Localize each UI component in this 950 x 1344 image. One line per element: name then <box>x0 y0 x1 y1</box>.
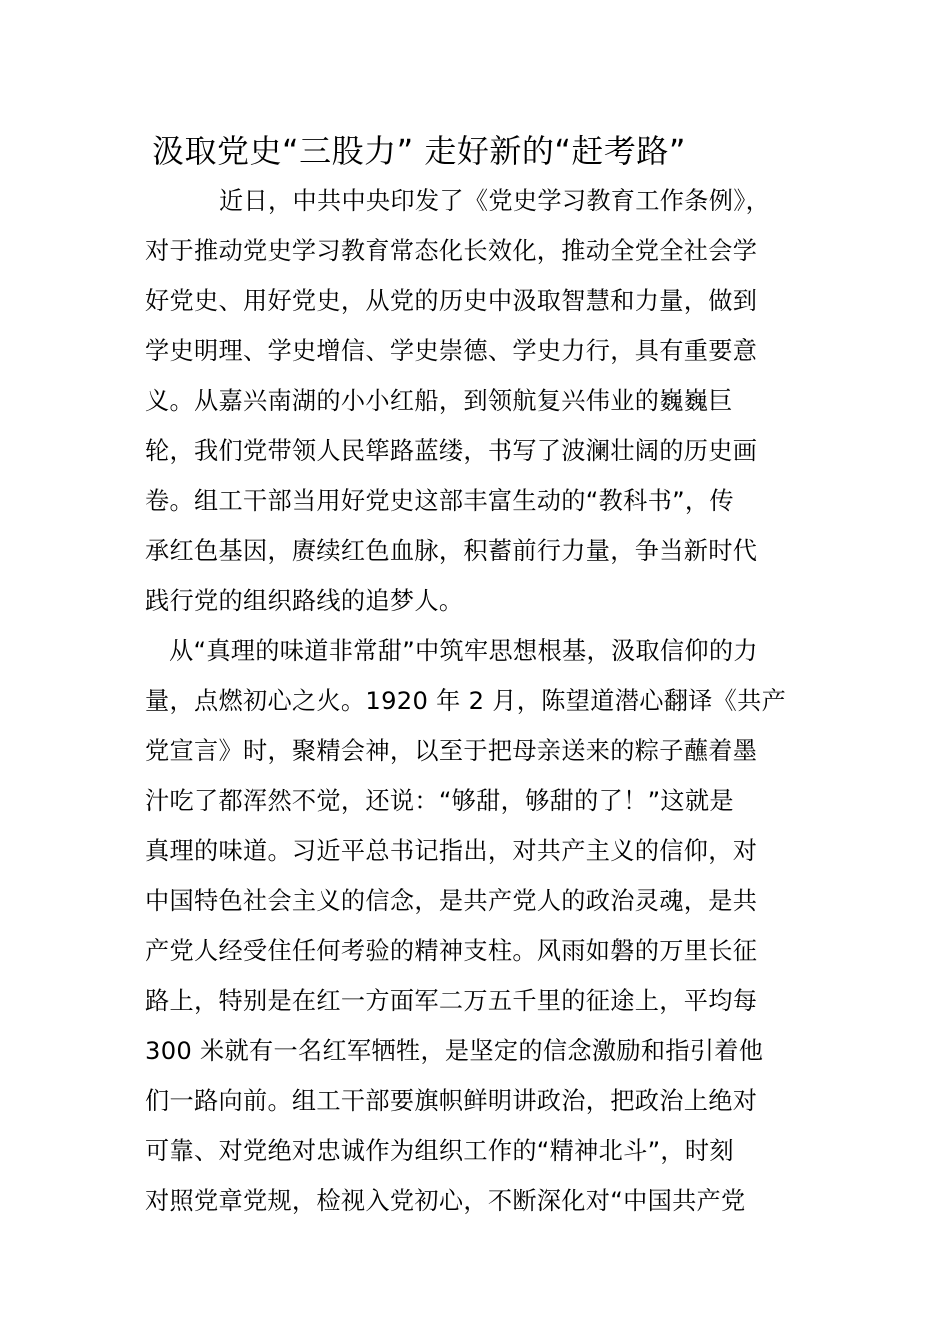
paragraph-line: 学史明理、学史增信、学史崇德、学史力行，具有重要意 <box>145 337 758 365</box>
paragraph-line: 对于推动党史学习教育常态化长效化，推动全党全社会学 <box>145 237 758 265</box>
paragraph-line: 好党史、用好党史，从党的历史中汲取智慧和力量，做到 <box>145 287 758 315</box>
paragraph-line: 300 米就有一名红军牺牲，是坚定的信念激励和指引着他 <box>145 1037 764 1065</box>
paragraph-line: 轮，我们党带领人民筚路蓝缕，书写了波澜壮阔的历史画 <box>145 437 758 465</box>
document-body <box>145 176 808 1226</box>
paragraph-line: 可靠、对党绝对忠诚作为组织工作的“精神北斗”，时刻 <box>145 1137 734 1165</box>
paragraph-line: 对照党章党规，检视入党初心，不断深化对“中国共产党 <box>145 1187 746 1215</box>
paragraph-line: 从“真理的味道非常甜”中筑牢思想根基，汲取信仰的力 <box>169 637 758 665</box>
paragraph-line: 践行党的组织路线的追梦人。 <box>145 587 464 615</box>
paragraph-line: 卷。组工干部当用好党史这部丰富生动的“教科书”，传 <box>145 487 734 515</box>
paragraph-line: 近日，中共中央印发了《党史学习教育工作条例》， <box>219 187 771 215</box>
paragraph-line: 义。从嘉兴南湖的小小红船，到领航复兴伟业的巍巍巨 <box>145 387 733 415</box>
paragraph-line: 们一路向前。组工干部要旗帜鲜明讲政治，把政治上绝对 <box>145 1087 758 1115</box>
paragraph-line: 路上，特别是在红一方面军二万五千里的征途上，平均每 <box>145 987 758 1015</box>
document-title: 汲取党史“三股力” 走好新的“赶考路” <box>152 132 686 170</box>
paragraph-line: 产党人经受住任何考验的精神支柱。风雨如磐的万里长征 <box>145 937 758 965</box>
paragraph-line: 量，点燃初心之火。1920 年 2 月，陈望道潜心翻译《共产 <box>145 687 787 715</box>
paragraph-line: 汁吃了都浑然不觉，还说：“够甜，够甜的了！”这就是 <box>145 787 734 815</box>
paragraph-line: 承红色基因，赓续红色血脉，积蓄前行力量，争当新时代 <box>145 537 758 565</box>
paragraph-line: 党宣言》时，聚精会神，以至于把母亲送来的粽子蘸着墨 <box>145 737 758 765</box>
paragraph-line: 中国特色社会主义的信念，是共产党人的政治灵魂，是共 <box>145 887 758 915</box>
paragraph-line: 真理的味道。习近平总书记指出，对共产主义的信仰，对 <box>145 837 758 865</box>
